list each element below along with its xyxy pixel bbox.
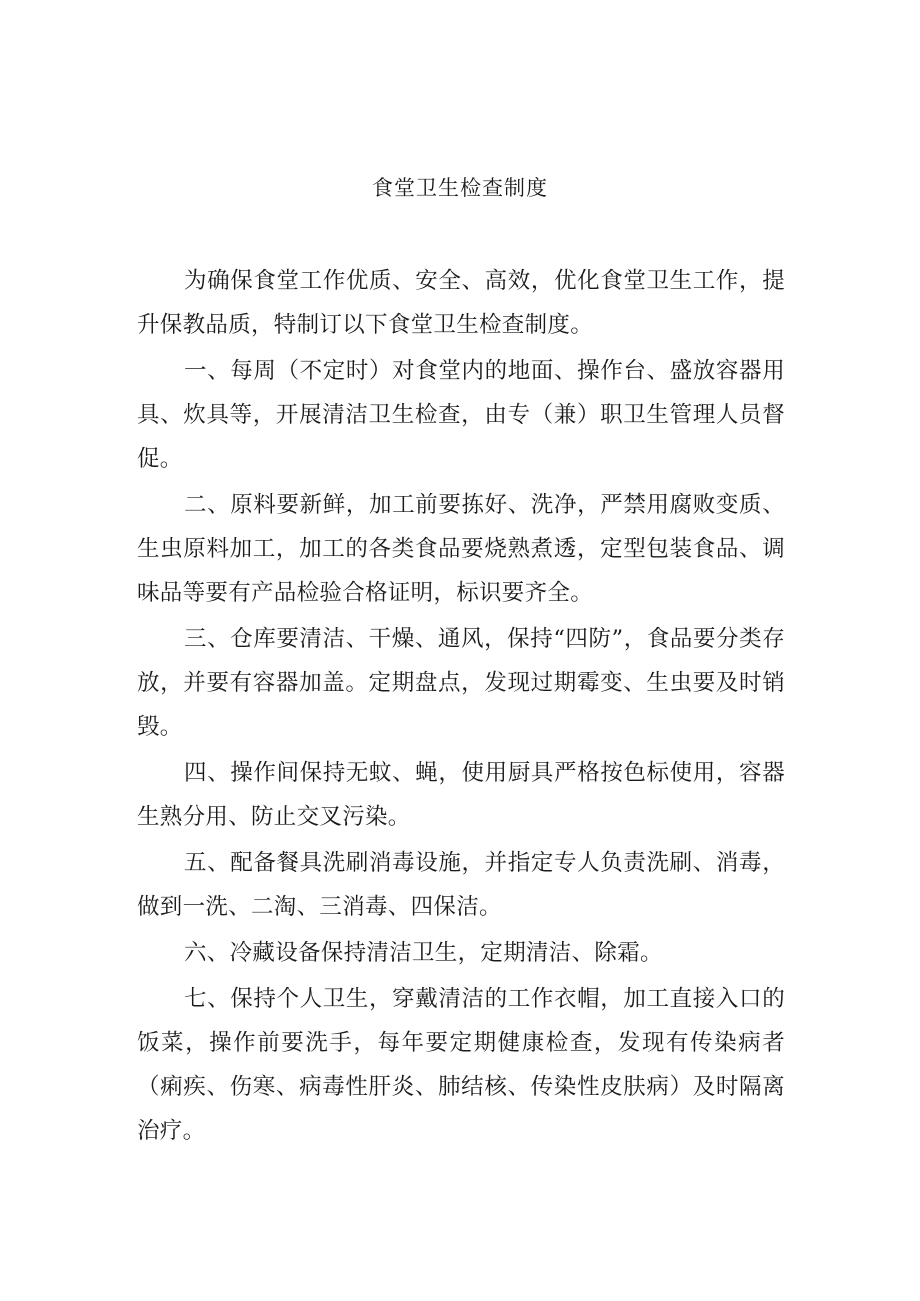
document-title: 食堂卫生检查制度 [372, 176, 548, 200]
paragraph-rule-4: 四、操作间保持无蚊、蝇，使用厨具严格按色标使用，容器生熟分用、防止交叉污染。 [137, 760, 785, 830]
paragraph-rule-7: 七、保持个人卫生，穿戴清洁的工作衣帽，加工直接入口的饭菜，操作前要洗手，每年要定期健康检查，发现有传染病者（痢疾、伤寒、病毒性肝炎、肺结核、传染性皮肤病）及时隔离治疗。 [137, 986, 785, 1144]
paragraph-rule-5: 五、配备餐具洗刷消毒设施，并指定专人负责洗刷、消毒，做到一洗、二淘、三消毒、四保洁。 [137, 850, 785, 920]
paragraph-intro: 为确保食堂工作优质、安全、高效，优化食堂卫生工作，提升保教品质，特制订以下食堂卫生检查制度。 [137, 268, 785, 338]
paragraph-rule-3: 三、仓库要清洁、干燥、通风，保持“四防”，食品要分类存放，并要有容器加盖。定期盘点，发现过期霉变、生虫要及时销毁。 [137, 626, 785, 740]
paragraph-rule-1: 一、每周（不定时）对食堂内的地面、操作台、盛放容器用具、炊具等，开展清洁卫生检查，由专（兼）职卫生管理人员督促。 [137, 358, 785, 472]
paragraph-rule-2: 二、原料要新鲜，加工前要拣好、洗净，严禁用腐败变质、生虫原料加工，加工的各类食品要烧熟煮透，定型包装食品、调味品等要有产品检验合格证明，标识要齐全。 [137, 492, 785, 606]
paragraph-rule-6: 六、冷藏设备保持清洁卫生，定期清洁、除霜。 [184, 940, 663, 966]
document-body [137, 259, 785, 1155]
